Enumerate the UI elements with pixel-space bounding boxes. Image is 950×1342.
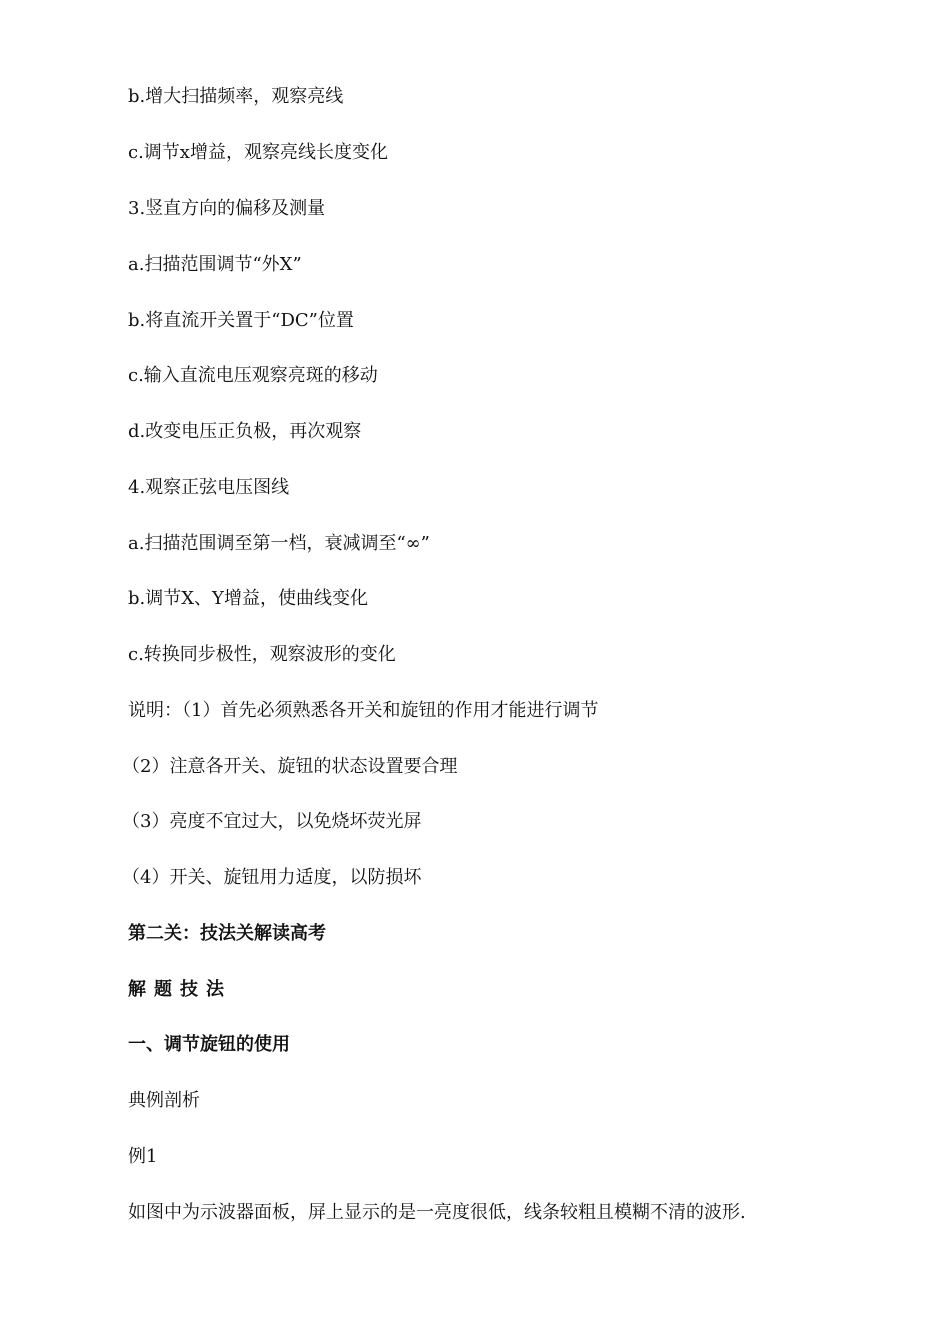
step-2b-text: b.增大扫描频率，观察亮线 (128, 86, 344, 107)
example-1-question-text: 如图中为示波器面板，屏上显示的是一亮度很低，线条较粗且模糊不清的波形. (128, 1202, 746, 1223)
step-4a-text: a.扫描范围调至第一档，衰减调至“∞” (128, 533, 430, 554)
knob-usage-heading: 一、调节旋钮的使用 (128, 1034, 290, 1055)
step-2c-text: c.调节x增益，观察亮线长度变化 (128, 142, 388, 163)
step-3c-text: c.输入直流电压观察亮斑的移动 (128, 365, 378, 386)
step-3d-text: d.改变电压正负极，再次观察 (128, 421, 362, 442)
section-4-heading: 4.观察正弦电压图线 (128, 477, 290, 498)
note-4-text: （4）开关、旋钮用力适度，以防损坏 (122, 867, 422, 888)
step-3b-text: b.将直流开关置于“DC”位置 (128, 310, 354, 331)
step-4b-text: b.调节X、Y增益，使曲线变化 (128, 588, 368, 609)
example-analysis-label: 典例剖析 (128, 1090, 200, 1111)
technique-heading: 解题技法 (128, 979, 232, 1000)
note-3-text: （3）亮度不宜过大，以免烧坏荧光屏 (122, 811, 422, 832)
note-2-text: （2）注意各开关、旋钮的状态设置要合理 (122, 756, 458, 777)
step-4c-text: c.转换同步极性，观察波形的变化 (128, 644, 396, 665)
part-two-heading: 第二关：技法关解读高考 (128, 923, 326, 944)
note-1-text: 说明：（1）首先必须熟悉各开关和旋钮的作用才能进行调节 (128, 700, 599, 721)
example-1-label: 例1 (128, 1146, 158, 1167)
step-3a-text: a.扫描范围调节“外X” (128, 254, 302, 275)
section-3-heading: 3.竖直方向的偏移及测量 (128, 198, 326, 219)
